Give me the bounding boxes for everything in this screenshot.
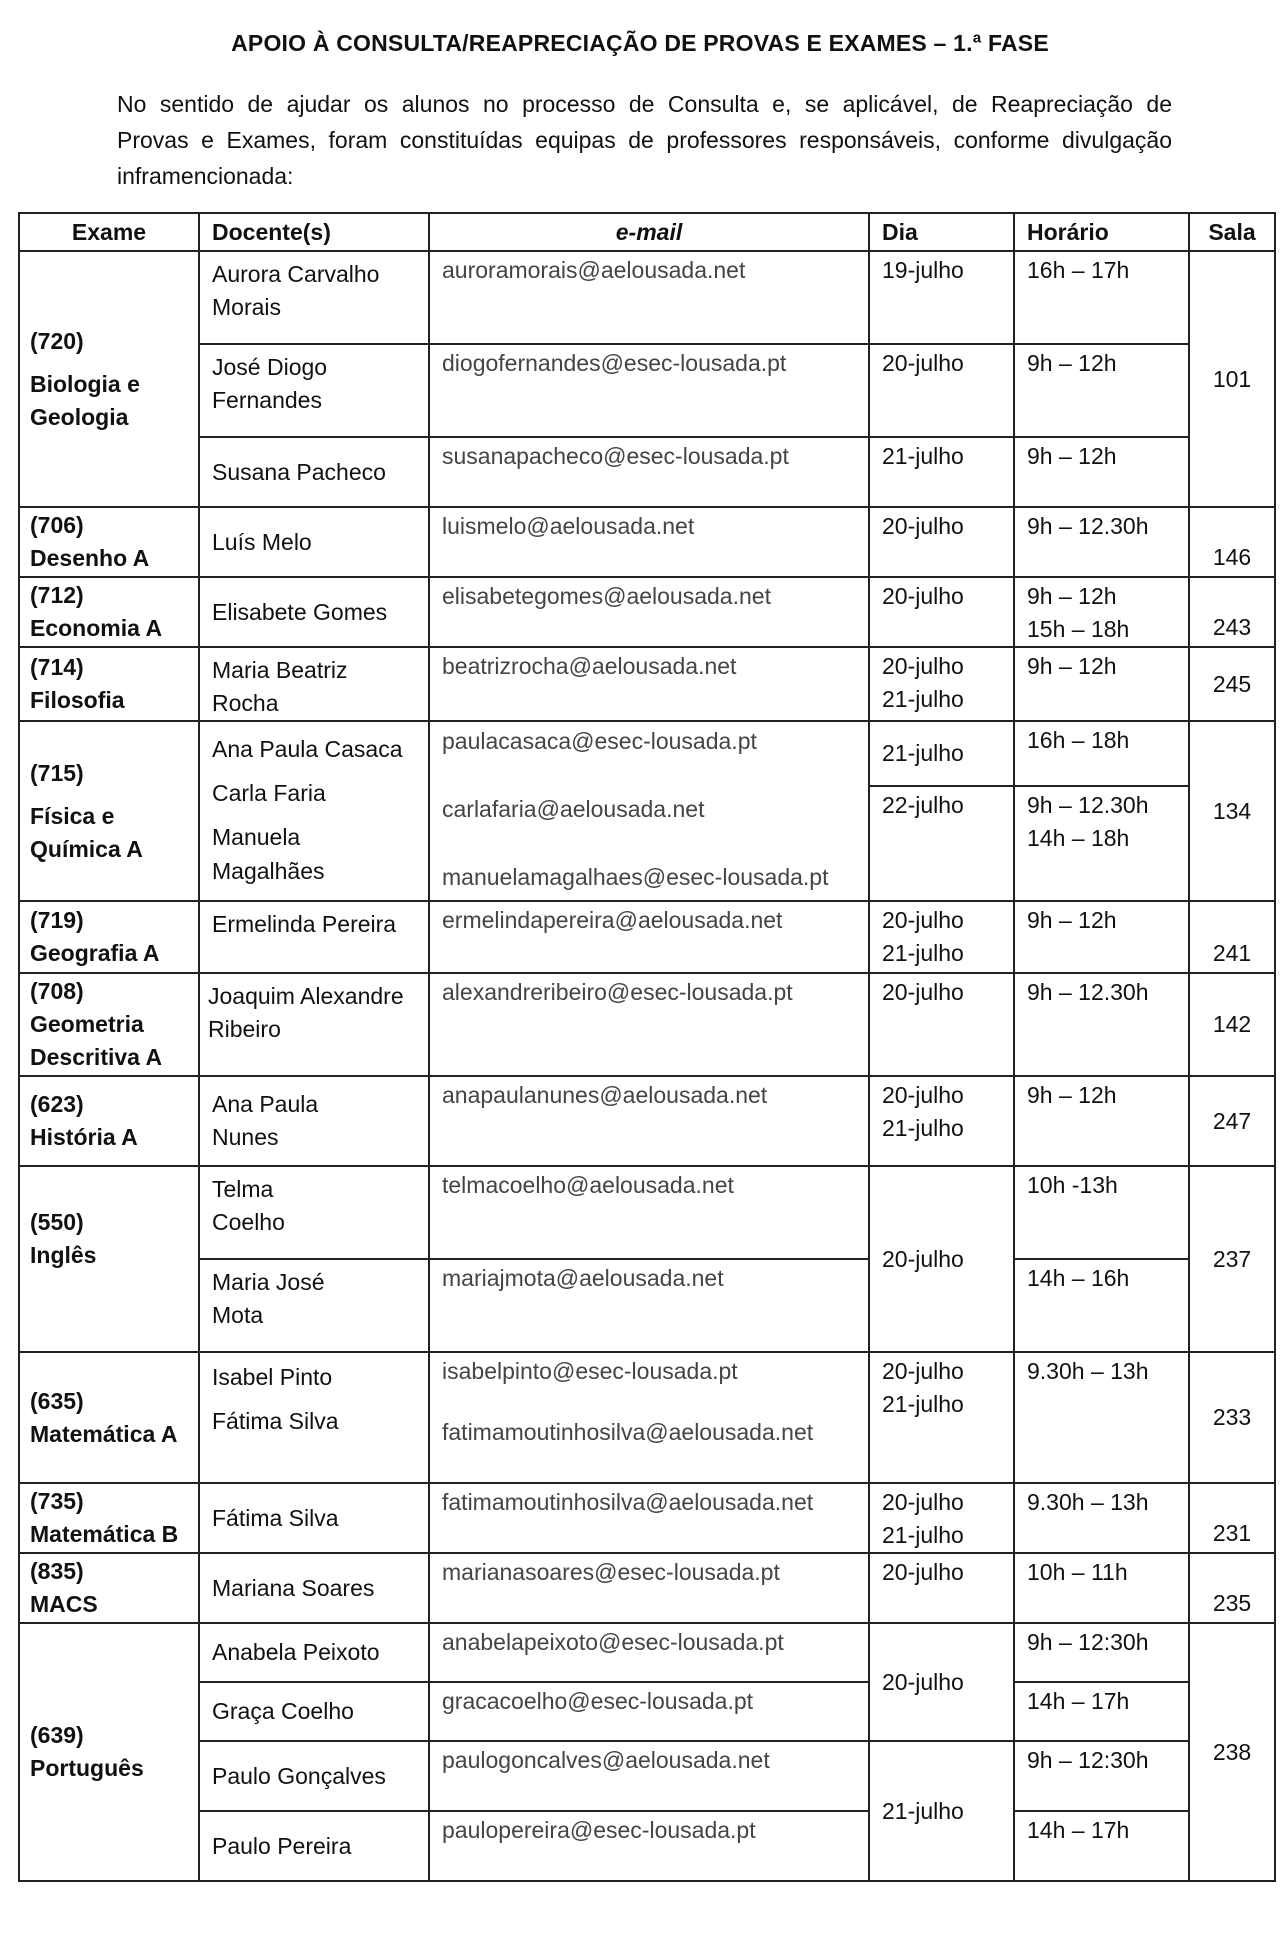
email-cell[interactable] [429,721,869,901]
horario-cell: 9h – 12:30h [1014,1741,1189,1811]
sala-cell: 146 [1189,507,1275,577]
docente-cell: Mariana Soares [199,1553,429,1623]
docente-name: Mota [212,1302,264,1328]
horario-cell: 9.30h – 13h [1014,1352,1189,1483]
exam-name: Matemática A [30,1420,178,1447]
sala-cell: 134 [1189,721,1275,901]
table-row [19,1259,1275,1352]
docente-name: Coelho [212,1209,285,1235]
table-row [19,1741,1275,1811]
docente-cell: Fátima Silva [199,1483,429,1553]
table-row [19,1553,1275,1623]
horario-cell: 9h – 12h [1014,437,1189,507]
docente-cell: Elisabete Gomes [199,577,429,647]
docente-name: Magalhães [212,858,325,884]
dia-line: 21-julho [882,1391,964,1417]
sala-cell: 235 [1189,1553,1275,1623]
exam-code: (635) [30,1387,84,1414]
horario-line: 15h – 18h [1027,616,1130,642]
dia-cell: 20-julho [869,1166,1014,1352]
dia-line: 21-julho [882,686,964,712]
email-cell[interactable]: ermelindapereira@aelousada.net [429,901,869,973]
email-cell[interactable]: marianasoares@esec-lousada.pt [429,1553,869,1623]
horario-cell: 16h – 17h [1014,251,1189,344]
docente-name: Isabel Pinto [212,1364,333,1390]
docente-name: Ribeiro [208,1016,281,1042]
exam-name: Geometria [30,1011,144,1037]
dia-cell: 20-julho [869,577,1014,647]
sala-cell: 243 [1189,577,1275,647]
dia-cell [869,1483,1014,1553]
exam-name: Português [30,1755,144,1781]
dia-cell: 20-julho [869,344,1014,437]
table-row [19,1682,1275,1741]
exam-code: (715) [30,759,84,786]
email-cell[interactable]: telmacoelho@aelousada.net [429,1166,869,1259]
dia-line: 20-julho [882,1358,964,1384]
dia-line: 20-julho [882,907,964,933]
email-cell[interactable]: paulopereira@esec-lousada.pt [429,1811,869,1881]
table-row [19,437,1275,507]
sala-cell: 241 [1189,901,1275,973]
docente-cell: Paulo Gonçalves [199,1741,429,1811]
horario-cell: 14h – 17h [1014,1682,1189,1741]
horario-cell: 10h -13h [1014,1166,1189,1259]
exam-name: Química A [30,835,143,862]
exam-name: Descritiva A [30,1044,163,1070]
exam-cell [19,647,199,721]
docente-name: Maria Beatriz [212,657,348,683]
email-cell[interactable]: mariajmota@aelousada.net [429,1259,869,1352]
email-cell[interactable]: susanapacheco@esec-lousada.pt [429,437,869,507]
exam-code: (706) [30,512,84,538]
docente-name: Ana Paula Casaca [212,736,403,762]
table-row [19,1623,1275,1682]
email-cell[interactable]: auroramorais@aelousada.net [429,251,869,344]
email-line[interactable]: isabelpinto@esec-lousada.pt [442,1358,738,1384]
table-row [19,1352,1275,1483]
sala-cell: 245 [1189,647,1275,721]
dia-line: 21-julho [882,940,964,966]
exam-cell [19,251,199,507]
exam-cell [19,1623,199,1881]
table-row [19,577,1275,647]
docente-name: Carla Faria [212,780,326,806]
docente-cell [199,1076,429,1166]
docente-name: Nunes [212,1124,279,1150]
docente-name: Telma [212,1176,274,1202]
exam-name: Filosofia [30,687,125,713]
exam-cell [19,1553,199,1623]
exam-cell [19,577,199,647]
email-line[interactable]: manuelamagalhaes@esec-lousada.pt [442,864,829,890]
docente-name: Ana Paula [212,1091,319,1117]
exam-name: Física e [30,802,115,829]
exam-cell [19,507,199,577]
exam-cell [19,1483,199,1553]
dia-cell: 22-julho [869,786,1014,901]
horario-cell: 10h – 11h [1014,1553,1189,1623]
dia-cell [869,1076,1014,1166]
header-horario: Horário [1014,213,1189,251]
table-row [19,1166,1275,1259]
horario-cell: 9h – 12.30h [1014,507,1189,577]
horario-cell [1014,786,1189,901]
table-row [19,344,1275,437]
docente-cell [199,1166,429,1259]
horario-cell: 9h – 12h [1014,344,1189,437]
horario-cell: 9h – 12h [1014,901,1189,973]
horario-cell: 9h – 12:30h [1014,1623,1189,1682]
intro-paragraph [117,86,1172,194]
exam-code: (550) [30,1209,84,1235]
header-exame: Exame [19,213,199,251]
email-cell[interactable]: alexandreribeiro@esec-lousada.pt [429,973,869,1076]
exam-code: (835) [30,1558,84,1584]
docente-name: Fernandes [212,387,322,413]
dia-line: 21-julho [882,1522,964,1548]
dia-line: 20-julho [882,1082,964,1108]
table-row [19,507,1275,577]
intro-line: inframencionada: [117,163,294,189]
exam-name: Desenho A [30,545,150,571]
exam-code: (720) [30,327,84,354]
table-row [19,647,1275,721]
exam-code: (639) [30,1722,84,1748]
sala-cell: 237 [1189,1166,1275,1352]
docente-cell [199,437,429,507]
docente-name: Maria José [212,1269,325,1295]
exam-code: (719) [30,907,84,933]
docente-cell: Paulo Pereira [199,1811,429,1881]
email-cell[interactable]: beatrizrocha@aelousada.net [429,647,869,721]
email-cell[interactable]: anabelapeixoto@esec-lousada.pt [429,1623,869,1682]
horario-cell: 9h – 12h [1014,647,1189,721]
docente-cell [199,344,429,437]
table-header-row [19,213,1275,251]
horario-line: 9h – 12.30h [1027,792,1149,818]
header-dia: Dia [869,213,1014,251]
exam-support-table [18,212,1276,1882]
horario-cell: 16h – 18h [1014,721,1189,786]
exam-name: Matemática B [30,1521,179,1547]
email-cell[interactable]: fatimamoutinhosilva@aelousada.net [429,1483,869,1553]
docente-name: Fátima Silva [212,1408,339,1434]
spacer [442,1388,864,1416]
docente-cell [199,1352,429,1483]
horario-cell: 9.30h – 13h [1014,1483,1189,1553]
header-email: e-mail [429,213,869,251]
spacer [212,810,422,820]
docente-cell: Ermelinda Pereira [199,901,429,973]
exam-cell [19,1076,199,1166]
docente-cell: Graça Coelho [199,1682,429,1741]
dia-cell [869,647,1014,721]
docente-cell [199,1259,429,1352]
sala-cell: 142 [1189,973,1275,1076]
docente-cell [199,721,429,901]
email-cell[interactable]: anapaulanunes@aelousada.net [429,1076,869,1166]
exam-cell [19,901,199,973]
docente-name: José Diogo [212,354,328,380]
horario-line: 14h – 18h [1027,825,1130,851]
table-row [19,901,1275,973]
docente-name: Joaquim Alexandre [208,983,404,1009]
dia-cell [869,901,1014,973]
dia-cell [869,1352,1014,1483]
sala-cell: 101 [1189,251,1275,507]
exam-cell [19,973,199,1076]
table-row [19,1483,1275,1553]
exam-name: Biologia e [30,370,140,397]
horario-cell: 14h – 16h [1014,1259,1189,1352]
table-row [19,973,1275,1076]
dia-line: 20-julho [882,653,964,679]
docente-cell [199,647,429,721]
page-title: APOIO À CONSULTA/REAPRECIAÇÃO DE PROVAS E EXAMES – 1.ª FASE [231,30,1049,56]
dia-cell: 21-julho [869,437,1014,507]
spacer [442,758,864,792]
exam-cell [19,721,199,901]
email-cell[interactable]: elisabetegomes@aelousada.net [429,577,869,647]
email-line[interactable]: fatimamoutinhosilva@aelousada.net [442,1419,814,1445]
spacer [30,1272,194,1312]
dia-line: 21-julho [882,1115,964,1141]
email-cell[interactable]: gracacoelho@esec-lousada.pt [429,1682,869,1741]
email-line[interactable]: carlafaria@aelousada.net [442,796,705,822]
exam-name: Geografia A [30,940,160,966]
docente-name: Morais [212,294,282,320]
sala-cell: 247 [1189,1076,1275,1166]
exam-name: Inglês [30,1242,97,1268]
email-cell[interactable]: paulogoncalves@aelousada.net [429,1741,869,1811]
docente-name: Susana Pacheco [212,458,386,485]
exam-code: (714) [30,654,84,680]
exam-cell [19,1166,199,1352]
dia-line: 20-julho [882,1489,964,1515]
exam-name: Geologia [30,403,129,430]
dia-cell: 20-julho [869,507,1014,577]
exam-code: (735) [30,1488,84,1514]
dia-cell: 20-julho [869,973,1014,1076]
header-sala: Sala [1189,213,1275,251]
horario-line: 9h – 12h [1027,583,1117,609]
horario-cell: 14h – 17h [1014,1811,1189,1881]
table-row [19,251,1275,344]
sala-cell: 231 [1189,1483,1275,1553]
email-cell[interactable]: luismelo@aelousada.net [429,507,869,577]
docente-cell [199,973,429,1076]
exam-name: História A [30,1124,138,1150]
table-row [19,1076,1275,1166]
intro-line: Provas e Exames, foram constituídas equipas de professores responsáveis, conforme divulgação [117,127,1172,153]
sala-cell: 238 [1189,1623,1275,1881]
docente-name: Rocha [212,690,279,716]
horario-cell: 9h – 12.30h [1014,973,1189,1076]
docente-name: Aurora Carvalho [212,261,380,287]
intro-line: No sentido de ajudar os alunos no processo de Consulta e, se aplicável, de Reapreciação de [117,91,1172,117]
dia-cell: 21-julho [869,1741,1014,1881]
header-docentes: Docente(s) [199,213,429,251]
exam-code: (712) [30,582,84,608]
dia-cell: 21-julho [869,721,1014,786]
exam-cell [19,1352,199,1483]
dia-cell: 20-julho [869,1623,1014,1741]
table-row [19,1811,1275,1881]
table-row [19,721,1275,786]
dia-cell: 19-julho [869,251,1014,344]
horario-cell [1014,577,1189,647]
exam-code: (623) [30,1091,84,1117]
exam-name: MACS [30,1591,98,1617]
email-cell[interactable]: diogofernandes@esec-lousada.pt [429,344,869,437]
exam-code: (708) [30,978,84,1004]
docente-name: Manuela [212,824,301,850]
docente-cell [199,251,429,344]
docente-cell: Anabela Peixoto [199,1623,429,1682]
spacer [442,826,864,860]
spacer [212,766,422,776]
exam-name: Economia A [30,615,163,641]
email-line[interactable]: paulacasaca@esec-lousada.pt [442,728,757,754]
dia-cell: 20-julho [869,1553,1014,1623]
email-cell[interactable] [429,1352,869,1483]
horario-cell: 9h – 12h [1014,1076,1189,1166]
sala-cell: 233 [1189,1352,1275,1483]
docente-cell: Luís Melo [199,507,429,577]
